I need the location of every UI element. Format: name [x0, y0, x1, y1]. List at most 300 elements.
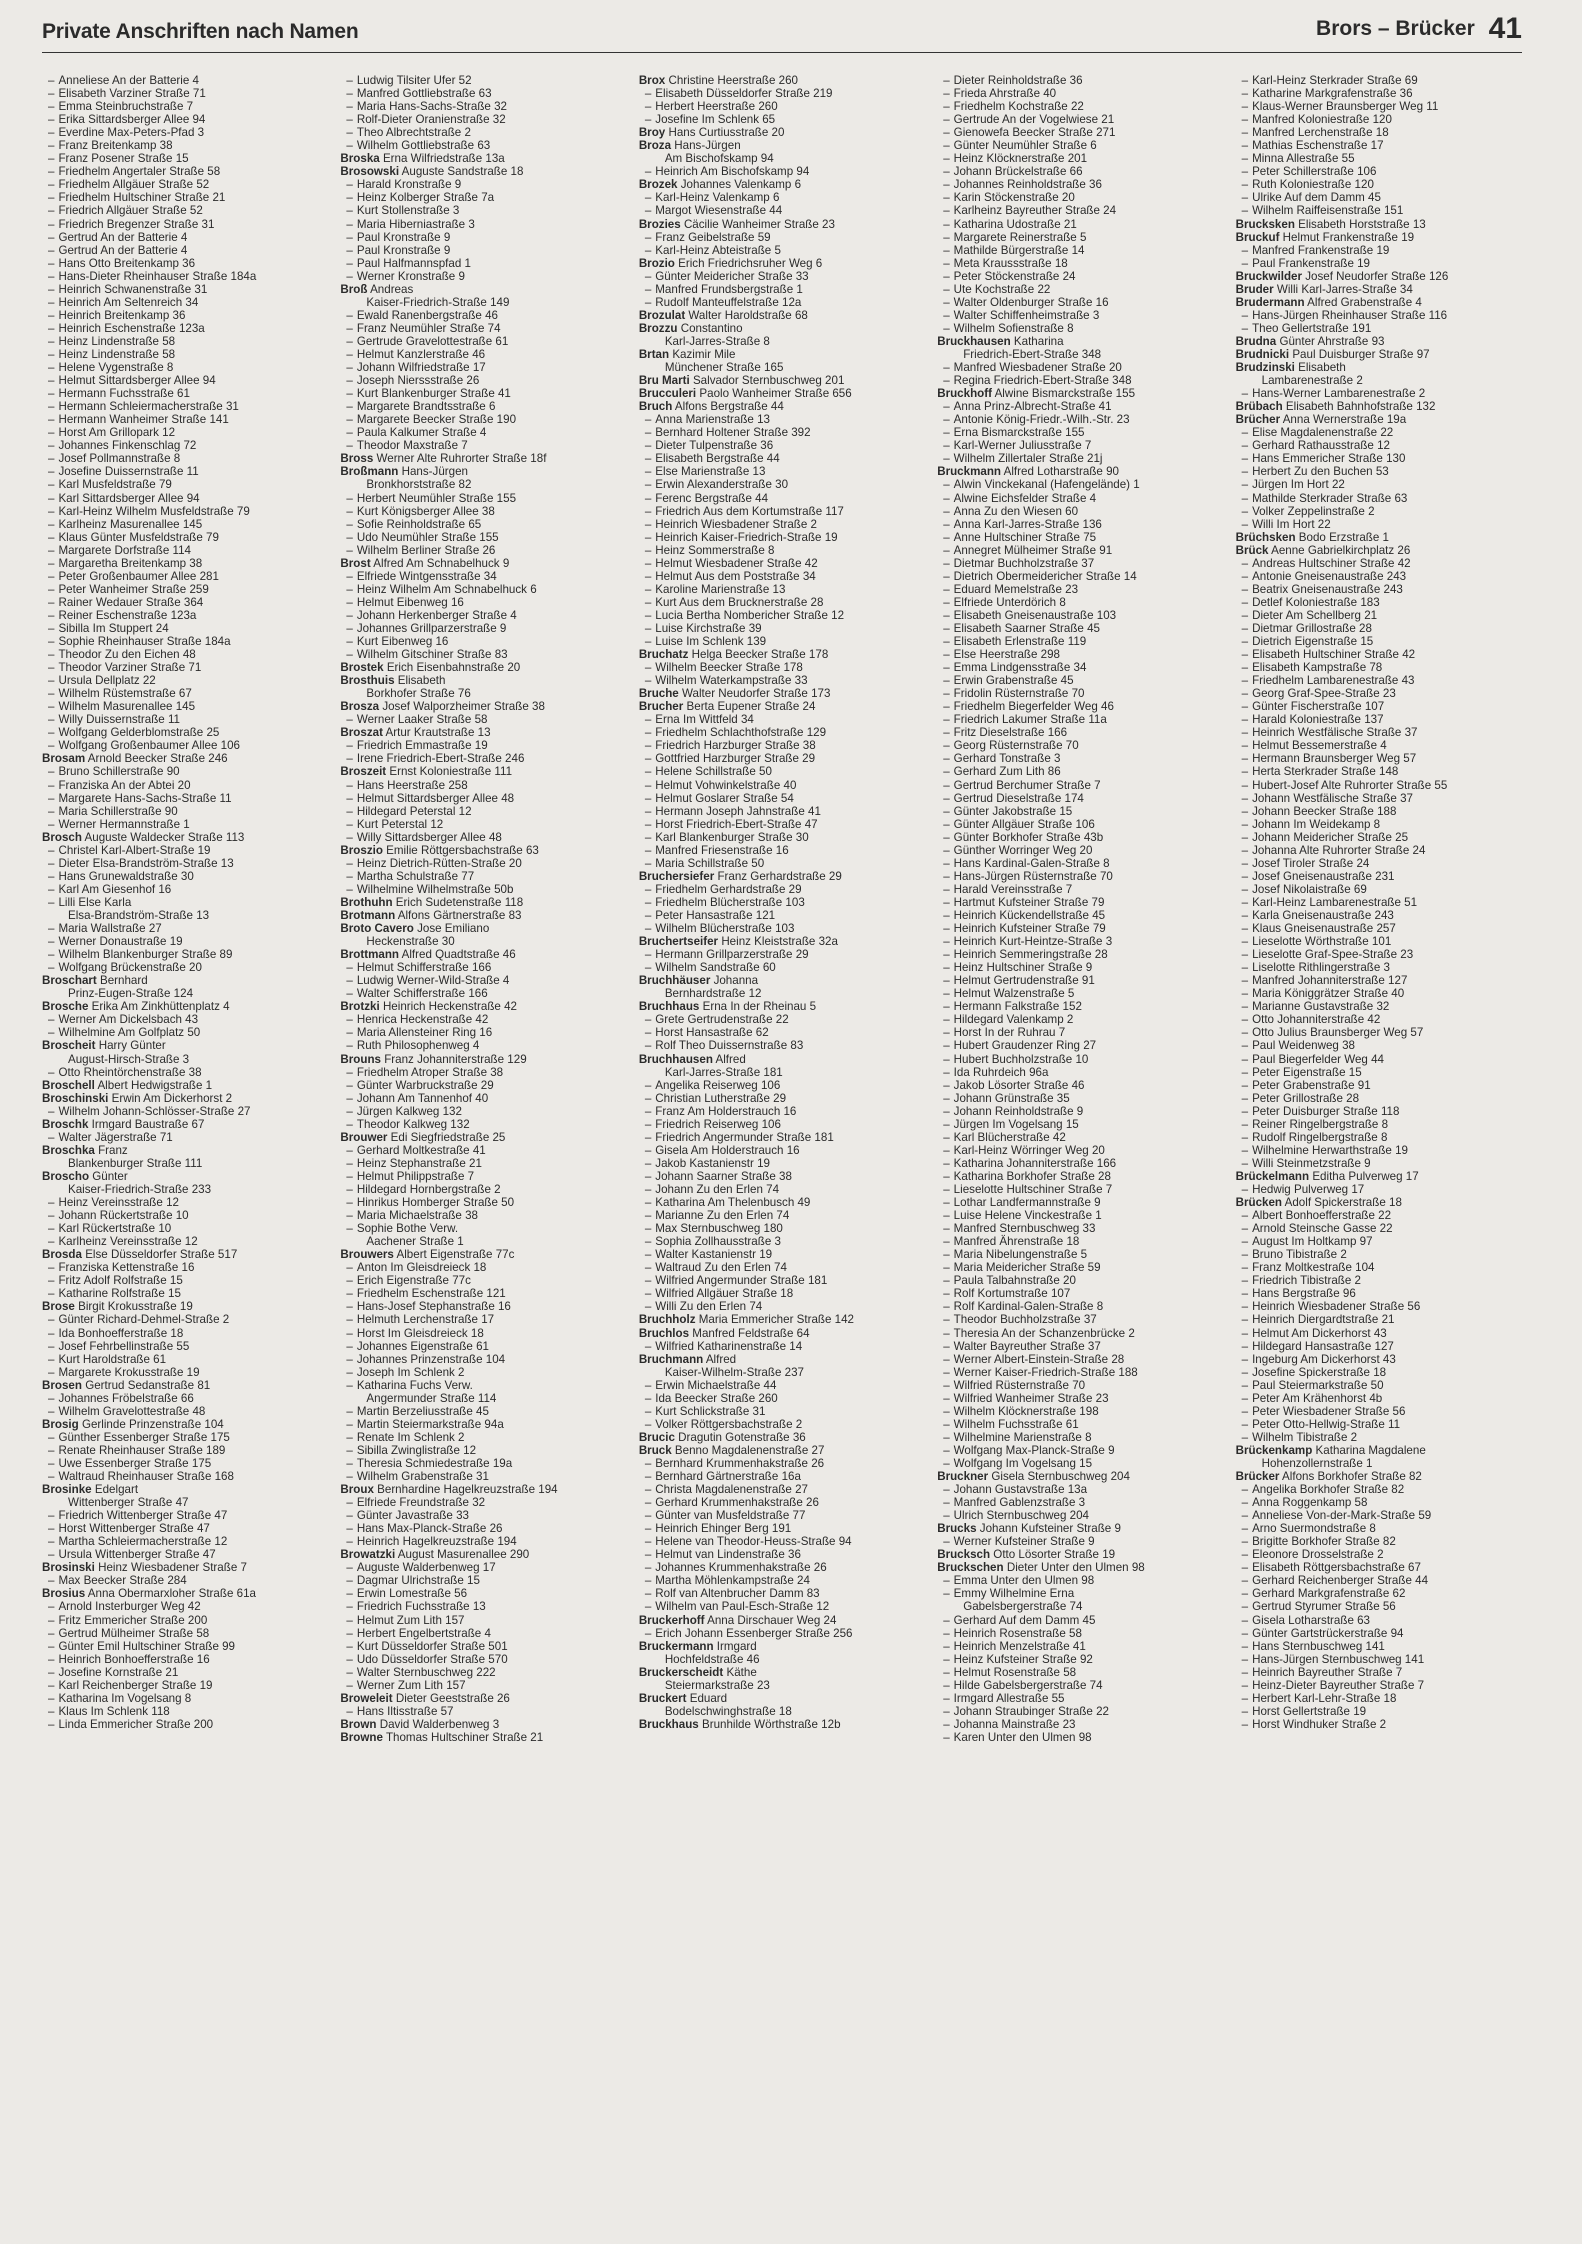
surname: Brouwers	[340, 1248, 394, 1262]
entry-text: Harald Kronstraße 9	[356, 178, 462, 192]
entry-text: Werner Hermannstraße 1	[58, 817, 190, 831]
entry-text: Brigitte Borkhofer Straße 82	[1252, 1535, 1396, 1549]
address-continuation: Angermunder Straße 114	[366, 1391, 497, 1405]
surname: Brosda	[42, 1248, 82, 1262]
entry-dash: –	[943, 869, 950, 883]
surname: Bruckhausen	[937, 334, 1011, 348]
surname: Brosthuis	[340, 674, 395, 688]
entry-dash: –	[943, 1443, 950, 1457]
entry-text: Wilhelm Fuchsstraße 61	[953, 1417, 1079, 1431]
directory-entry	[937, 1574, 1225, 1587]
entry-text: Theodor Kalkweg 132	[356, 1117, 470, 1131]
entry-text: Günter Warbruckstraße 29	[356, 1078, 494, 1092]
directory-entry	[340, 361, 628, 374]
entry-text: Anna Prinz-Albrecht-Straße 41	[953, 400, 1112, 414]
entry-text: Klaus-Werner Braunsberger Weg 11	[1252, 100, 1439, 114]
entry-text: Günther Essenberger Straße 175	[58, 1430, 230, 1444]
directory-entry	[42, 452, 330, 465]
entry-text: Luise Kirchstraße 39	[655, 621, 762, 635]
entry-text: Gerhard Tonstraße 3	[953, 752, 1061, 766]
directory-entry	[42, 870, 330, 883]
directory-entry	[937, 1731, 1225, 1744]
entry-dash: –	[644, 791, 652, 805]
entry-text: Horst Gellertstraße 19	[1252, 1704, 1367, 1718]
entry-dash: –	[644, 413, 652, 427]
entry-text: Alfred Quadtstraße 46	[401, 948, 516, 962]
directory-entry	[639, 126, 927, 139]
entry-text: Dietrich Eigenstraße 15	[1252, 635, 1374, 649]
surname: Browatzki	[340, 1548, 396, 1562]
entry-text: Friedrich Wittenberger Straße 47	[58, 1509, 228, 1523]
entry-text: Ida Bonhoefferstraße 18	[58, 1326, 184, 1340]
entry-text: Else Heerstraße 298	[953, 648, 1060, 662]
directory-entry	[937, 518, 1225, 531]
directory-entry	[340, 152, 628, 165]
entry-text: Waltraud Zu den Erlen 74	[655, 1261, 787, 1275]
entry-text: Helmuth Lerchenstraße 17	[356, 1313, 495, 1327]
directory-entry	[42, 1405, 330, 1418]
entry-text: Heinz Kolberger Straße 7a	[356, 191, 495, 205]
directory-entry	[937, 244, 1225, 257]
entry-dash: –	[943, 1378, 950, 1392]
entry-dash: –	[943, 530, 950, 544]
directory-entry	[1236, 1692, 1524, 1705]
entry-text: Sibilla Zwinglistraße 12	[356, 1443, 477, 1457]
entry-dash: –	[48, 856, 55, 870]
directory-entry	[937, 1209, 1225, 1222]
address-continuation: Hohenzollernstraße 1	[1261, 1456, 1373, 1470]
surname: Broweleit	[340, 1691, 393, 1705]
entry-dash: –	[943, 582, 950, 596]
directory-entry	[937, 1379, 1225, 1392]
surname: Brozio	[638, 256, 675, 270]
directory-entry	[937, 231, 1225, 244]
entry-text: Emma Unter den Ulmen 98	[953, 1574, 1095, 1588]
entry-dash: –	[1241, 1639, 1249, 1653]
entry-dash: –	[644, 569, 652, 583]
entry-text: Renate Rheinhauser Straße 189	[58, 1443, 226, 1457]
entry-text: Heinrich Breitenkamp 36	[58, 308, 186, 322]
surname: Brudnicki	[1235, 347, 1290, 361]
entry-text: Maria Königgrätzer Straße 40	[1252, 987, 1405, 1001]
directory-entry	[340, 231, 628, 244]
entry-text: Friedhelm Atroper Straße 38	[356, 1065, 504, 1079]
entry-dash: –	[943, 113, 950, 127]
entry-dash: –	[1241, 895, 1249, 909]
directory-entry	[639, 309, 927, 322]
entry-dash: –	[48, 935, 55, 949]
directory-entry	[42, 492, 330, 505]
entry-dash: –	[346, 491, 353, 505]
entry-dash: –	[346, 608, 353, 622]
directory-entry	[639, 713, 927, 726]
surname: Brown	[340, 1717, 377, 1731]
entry-text: Lieselotte Wörthstraße 101	[1252, 935, 1392, 949]
entry-dash: –	[1241, 1261, 1249, 1275]
directory-entry	[1236, 570, 1524, 583]
entry-text: Werner Albert-Einstein-Straße 28	[953, 1352, 1125, 1366]
entry-text: Johann Zu den Erlen 74	[655, 1182, 780, 1196]
directory-entry	[1236, 765, 1524, 778]
entry-dash: –	[346, 856, 353, 870]
directory-entry	[1236, 831, 1524, 844]
entry-dash: –	[48, 308, 55, 322]
entry-dash: –	[48, 87, 55, 101]
entry-text: Margot Wiesenstraße 44	[655, 204, 783, 218]
directory-entry	[937, 74, 1225, 87]
directory-entry	[42, 1327, 330, 1340]
directory-entry	[340, 805, 628, 818]
directory-entry	[639, 1405, 927, 1418]
directory-entry	[1236, 1053, 1524, 1066]
directory-entry	[937, 1496, 1225, 1509]
entry-text: Ludwig Werner-Wild-Straße 4	[356, 974, 510, 988]
entry-text: Erwin Lomestraße 56	[356, 1587, 468, 1601]
entry-text: Auguste Sandstraße 18	[401, 165, 524, 179]
entry-text: Karl Blankenburger Straße 30	[655, 830, 809, 844]
entry-text: Hans Sternbuschweg 141	[1252, 1639, 1385, 1653]
entry-dash: –	[1241, 1378, 1249, 1392]
entry-text: Heinrich Wiesbadener Straße 56	[1252, 1300, 1421, 1314]
entry-dash: –	[346, 648, 353, 662]
entry-text: Karla Gneisenaustraße 243	[1252, 909, 1394, 922]
entry-text: Hermann Wanheimer Straße 141	[58, 413, 229, 427]
entry-text: Martin Berzeliusstraße 45	[356, 1404, 489, 1418]
directory-entry	[42, 152, 330, 165]
directory-entry	[340, 726, 628, 739]
entry-text: Arnold Insterburger Weg 42	[58, 1600, 201, 1614]
directory-entry	[1236, 1627, 1524, 1640]
directory-entry	[639, 335, 927, 348]
entry-dash: –	[1241, 909, 1249, 922]
directory-entry	[937, 1196, 1225, 1209]
directory-entry	[340, 661, 628, 674]
entry-text: Elisabeth Erlenstraße 119	[953, 635, 1087, 649]
entry-text: Heinz Klöcknerstraße 201	[953, 152, 1088, 166]
directory-entry	[1236, 204, 1524, 217]
directory-entry	[1236, 805, 1524, 818]
entry-text: Horst In der Ruhrau 7	[953, 1026, 1066, 1040]
entry-text: Franz Moltkestraße 104	[1252, 1261, 1375, 1275]
entry-dash: –	[346, 191, 353, 205]
entry-text: Johann Gustavstraße 13a	[953, 1483, 1088, 1497]
directory-entry	[42, 1444, 330, 1457]
entry-text: Peter Eigenstraße 15	[1252, 1065, 1362, 1079]
entry-text: Margarete Reinerstraße 5	[953, 230, 1087, 244]
entry-dash: –	[943, 1509, 950, 1523]
entry-text: Eduard Memelstraße 23	[953, 582, 1079, 596]
entry-dash: –	[644, 230, 652, 244]
entry-dash: –	[1241, 439, 1249, 453]
directory-entry	[340, 687, 628, 700]
directory-entry	[1236, 1418, 1524, 1431]
entry-text: Erna Bismarckstraße 155	[953, 426, 1085, 440]
entry-text: Mathilde Bürgerstraße 14	[953, 243, 1085, 257]
entry-text: Mathilde Sterkrader Straße 63	[1252, 491, 1408, 505]
entry-text: Wilhelmine Am Golfplatz 50	[58, 1026, 201, 1040]
entry-text: Ludwig Tilsiter Ufer 52	[356, 74, 472, 87]
entry-text: Peter Großenbaumer Allee 281	[58, 569, 219, 583]
directory-entry	[639, 1366, 927, 1379]
surname: Brucher	[638, 700, 684, 714]
entry-text: Hinrikus Homberger Straße 50	[356, 1196, 515, 1210]
entry-text: Günter Javastraße 33	[356, 1509, 469, 1523]
entry-dash: –	[644, 1496, 652, 1510]
entry-dash: –	[943, 139, 950, 153]
directory-entry	[639, 283, 927, 296]
entry-text: Elisabeth Bergstraße 44	[655, 452, 780, 466]
directory-entry	[1236, 518, 1524, 531]
entry-text: Horst Im Gleisdreieck 18	[356, 1326, 484, 1340]
entry-text: Margaretha Breitenkamp 38	[58, 556, 203, 570]
entry-text: Herbert Zu den Buchen 53	[1252, 465, 1389, 479]
entry-text: Bodo Erzstraße 1	[1298, 530, 1389, 544]
entry-text: Klaus Günter Musfeldstraße 79	[58, 530, 219, 544]
directory-entry	[937, 1666, 1225, 1679]
entry-text: Dieter Am Schellberg 21	[1252, 608, 1378, 622]
directory-entry	[42, 1340, 330, 1353]
entry-dash: –	[48, 1104, 55, 1118]
directory-entry	[1236, 165, 1524, 178]
directory-entry	[1236, 1170, 1524, 1183]
entry-dash: –	[346, 1496, 353, 1510]
entry-dash: –	[48, 569, 55, 583]
entry-dash: –	[1241, 1365, 1249, 1379]
entry-text: Bernhard	[100, 974, 148, 988]
entry-dash: –	[943, 1182, 950, 1196]
entry-text: Johannes Prinzenstraße 104	[356, 1352, 506, 1366]
directory-entry	[639, 1105, 927, 1118]
entry-text: Bernhard Gärtnerstraße 16a	[655, 1470, 801, 1484]
entry-dash: –	[346, 1509, 353, 1523]
directory-entry	[340, 426, 628, 439]
entry-dash: –	[346, 1535, 353, 1549]
directory-entry	[639, 1039, 927, 1052]
entry-dash: –	[1241, 1117, 1249, 1131]
directory-entry	[340, 1666, 628, 1679]
entry-dash: –	[943, 1626, 950, 1640]
directory-entry	[937, 1261, 1225, 1274]
entry-text: Renate Im Schlenk 2	[356, 1430, 465, 1444]
entry-text: Fritz Dieselstraße 166	[953, 726, 1068, 740]
entry-text: Wilhelm Waterkampstraße 33	[655, 674, 808, 688]
entry-text: Christel Karl-Albert-Straße 19	[58, 843, 211, 857]
directory-entry	[639, 792, 927, 805]
entry-dash: –	[346, 1639, 353, 1653]
entry-text: Anneliese Von-der-Mark-Straße 59	[1252, 1509, 1432, 1523]
surname: Brücken	[1235, 1196, 1283, 1210]
entry-text: Arno Suermondstraße 8	[1252, 1522, 1376, 1536]
directory-entry	[340, 1366, 628, 1379]
entry-text: Jose Emiliano	[417, 922, 490, 936]
directory-entry	[1236, 1444, 1524, 1457]
directory-entry	[42, 883, 330, 896]
entry-text: Benno Magdalenenstraße 27	[674, 1443, 825, 1457]
directory-entry	[639, 818, 927, 831]
entry-text: Hartmut Kufsteiner Straße 79	[953, 895, 1105, 909]
directory-entry	[937, 961, 1225, 974]
surname: Broschell	[42, 1078, 95, 1092]
directory-entry	[937, 948, 1225, 961]
entry-dash: –	[346, 1182, 353, 1196]
entry-text: Heinrich Kufsteiner Straße 79	[953, 922, 1106, 936]
entry-dash: –	[346, 1143, 353, 1157]
entry-dash: –	[943, 817, 950, 831]
entry-text: Manfred Sternbuschweg 33	[953, 1222, 1096, 1236]
directory-entry	[1236, 1066, 1524, 1079]
entry-text: Udo Neumühler Straße 155	[356, 530, 499, 544]
entry-dash: –	[943, 269, 950, 283]
entry-dash: –	[644, 922, 652, 936]
entry-text: Theodor Varziner Straße 71	[58, 661, 202, 675]
entry-dash: –	[943, 295, 950, 309]
directory-entry	[937, 335, 1225, 348]
entry-dash: –	[1241, 1678, 1249, 1692]
entry-dash: –	[48, 648, 55, 662]
entry-text: Wilhelm Blankenburger Straße 89	[58, 948, 233, 962]
entry-dash: –	[943, 478, 950, 492]
entry-text: Helmut Am Dickerhorst 43	[1252, 1326, 1387, 1340]
entry-dash: –	[1241, 1704, 1249, 1718]
entry-text: Else Marienstraße 13	[655, 465, 766, 479]
directory-entry	[42, 596, 330, 609]
entry-dash: –	[48, 582, 55, 596]
surname: Brücker	[1235, 1470, 1280, 1484]
entry-text: Erich Eigenstraße 77c	[356, 1274, 471, 1288]
directory-entry	[639, 296, 927, 309]
directory-entry	[42, 1457, 330, 1470]
surname: Brottmann	[340, 948, 400, 962]
entry-dash: –	[48, 1352, 55, 1366]
entry-text: Wilfried Wanheimer Straße 23	[953, 1391, 1109, 1405]
entry-text: Alfred	[715, 1052, 746, 1066]
entry-text: Sofie Reinholdstraße 65	[356, 517, 482, 531]
directory-entry	[937, 909, 1225, 922]
entry-text: Peter Wiesbadener Straße 56	[1252, 1404, 1406, 1418]
directory-entry	[639, 1209, 927, 1222]
entry-dash: –	[943, 765, 950, 779]
directory-entry	[937, 974, 1225, 987]
entry-dash: –	[48, 543, 55, 557]
entry-dash: –	[943, 739, 950, 753]
directory-entry	[937, 165, 1225, 178]
entry-text: Hildegard Hornbergstraße 2	[356, 1182, 501, 1196]
entry-dash: –	[1241, 1104, 1249, 1118]
entry-dash: –	[644, 778, 652, 792]
directory-entry	[42, 204, 330, 217]
directory-entry	[340, 1340, 628, 1353]
directory-entry	[340, 439, 628, 452]
entry-text: Helmut Eibenweg 16	[356, 595, 464, 609]
entry-text: Friedrich Bregenzer Straße 31	[58, 217, 215, 231]
entry-dash: –	[48, 1222, 55, 1236]
directory-entry	[340, 700, 628, 713]
entry-dash: –	[644, 1378, 652, 1392]
entry-dash: –	[644, 87, 652, 101]
directory-entry	[340, 1287, 628, 1300]
address-continuation: Borkhofer Straße 76	[366, 687, 471, 701]
entry-text: Marianne Zu den Erlen 74	[655, 1209, 790, 1223]
directory-entry	[937, 1222, 1225, 1235]
directory-entry	[1236, 283, 1524, 296]
entry-text: Heinrich Schwanenstraße 31	[58, 282, 208, 296]
entry-text: Anna Dirschauer Weg 24	[707, 1613, 837, 1627]
directory-entry	[42, 713, 330, 726]
entry-dash: –	[346, 1665, 353, 1679]
entry-text: Wilhelm Sandstraße 60	[655, 961, 776, 975]
directory-entry	[937, 1587, 1225, 1600]
directory-entry	[1236, 1300, 1524, 1313]
entry-dash: –	[943, 230, 950, 244]
entry-text: Fridolin Rüsternstraße 70	[953, 687, 1085, 701]
directory-entry	[639, 165, 927, 178]
entry-dash: –	[346, 256, 353, 270]
entry-text: Regina Friedrich-Ebert-Straße 348	[953, 374, 1132, 388]
entry-dash: –	[1241, 191, 1249, 205]
directory-entry	[340, 544, 628, 557]
entry-text: Elfriede Wintgensstraße 34	[356, 569, 497, 583]
entry-text: Josefine Duissernstraße 11	[58, 465, 199, 479]
entry-dash: –	[644, 491, 652, 505]
directory-entry	[42, 1287, 330, 1300]
directory-entry	[1236, 139, 1524, 152]
directory-entry	[639, 570, 927, 583]
directory-entry	[42, 557, 330, 570]
directory-entry	[340, 779, 628, 792]
entry-text: Günter Gartstrückerstraße 94	[1252, 1626, 1404, 1640]
directory-entry	[937, 452, 1225, 465]
entry-dash: –	[48, 504, 55, 518]
entry-dash: –	[644, 726, 652, 740]
entry-text: Waltraud Rheinhauser Straße 168	[58, 1470, 234, 1484]
entry-dash: –	[1241, 843, 1249, 857]
entry-dash: –	[1241, 426, 1249, 440]
entry-dash: –	[943, 1261, 950, 1275]
entry-text: Maria Hans-Sachs-Straße 32	[356, 100, 507, 114]
entry-dash: –	[1241, 882, 1249, 896]
entry-dash: –	[48, 595, 55, 609]
entry-dash: –	[48, 1274, 55, 1288]
directory-entry	[1236, 557, 1524, 570]
directory-entry	[937, 1483, 1225, 1496]
entry-text: Helmut Sittardsberger Allee 94	[58, 374, 216, 388]
directory-entry	[42, 531, 330, 544]
entry-dash: –	[48, 621, 55, 635]
entry-dash: –	[943, 700, 950, 714]
entry-text: Albert Bonhoefferstraße 22	[1252, 1209, 1392, 1223]
entry-text: Manfred Frundsbergstraße 1	[655, 282, 803, 296]
entry-dash: –	[346, 321, 353, 335]
entry-dash: –	[644, 530, 652, 544]
entry-text: Else Düsseldorfer Straße 517	[85, 1248, 238, 1262]
directory-entry	[42, 961, 330, 974]
entry-dash: –	[644, 1339, 652, 1353]
directory-entry	[639, 1379, 927, 1392]
directory-entry	[340, 1313, 628, 1326]
entry-dash: –	[943, 74, 950, 87]
directory-entry	[937, 1653, 1225, 1666]
entry-dash: –	[1241, 1626, 1249, 1640]
entry-text: Theodor Buchholzstraße 37	[953, 1313, 1097, 1327]
surname: Broscho	[42, 1169, 90, 1183]
entry-text: Herta Sterkrader Straße 148	[1252, 765, 1399, 779]
directory-entry	[340, 792, 628, 805]
directory-entry	[42, 752, 330, 765]
entry-text: Josef Tiroler Straße 24	[1252, 856, 1370, 870]
entry-dash: –	[1241, 1587, 1249, 1601]
entry-text: Willy Duissernstraße 11	[58, 713, 181, 727]
entry-dash: –	[346, 530, 353, 544]
